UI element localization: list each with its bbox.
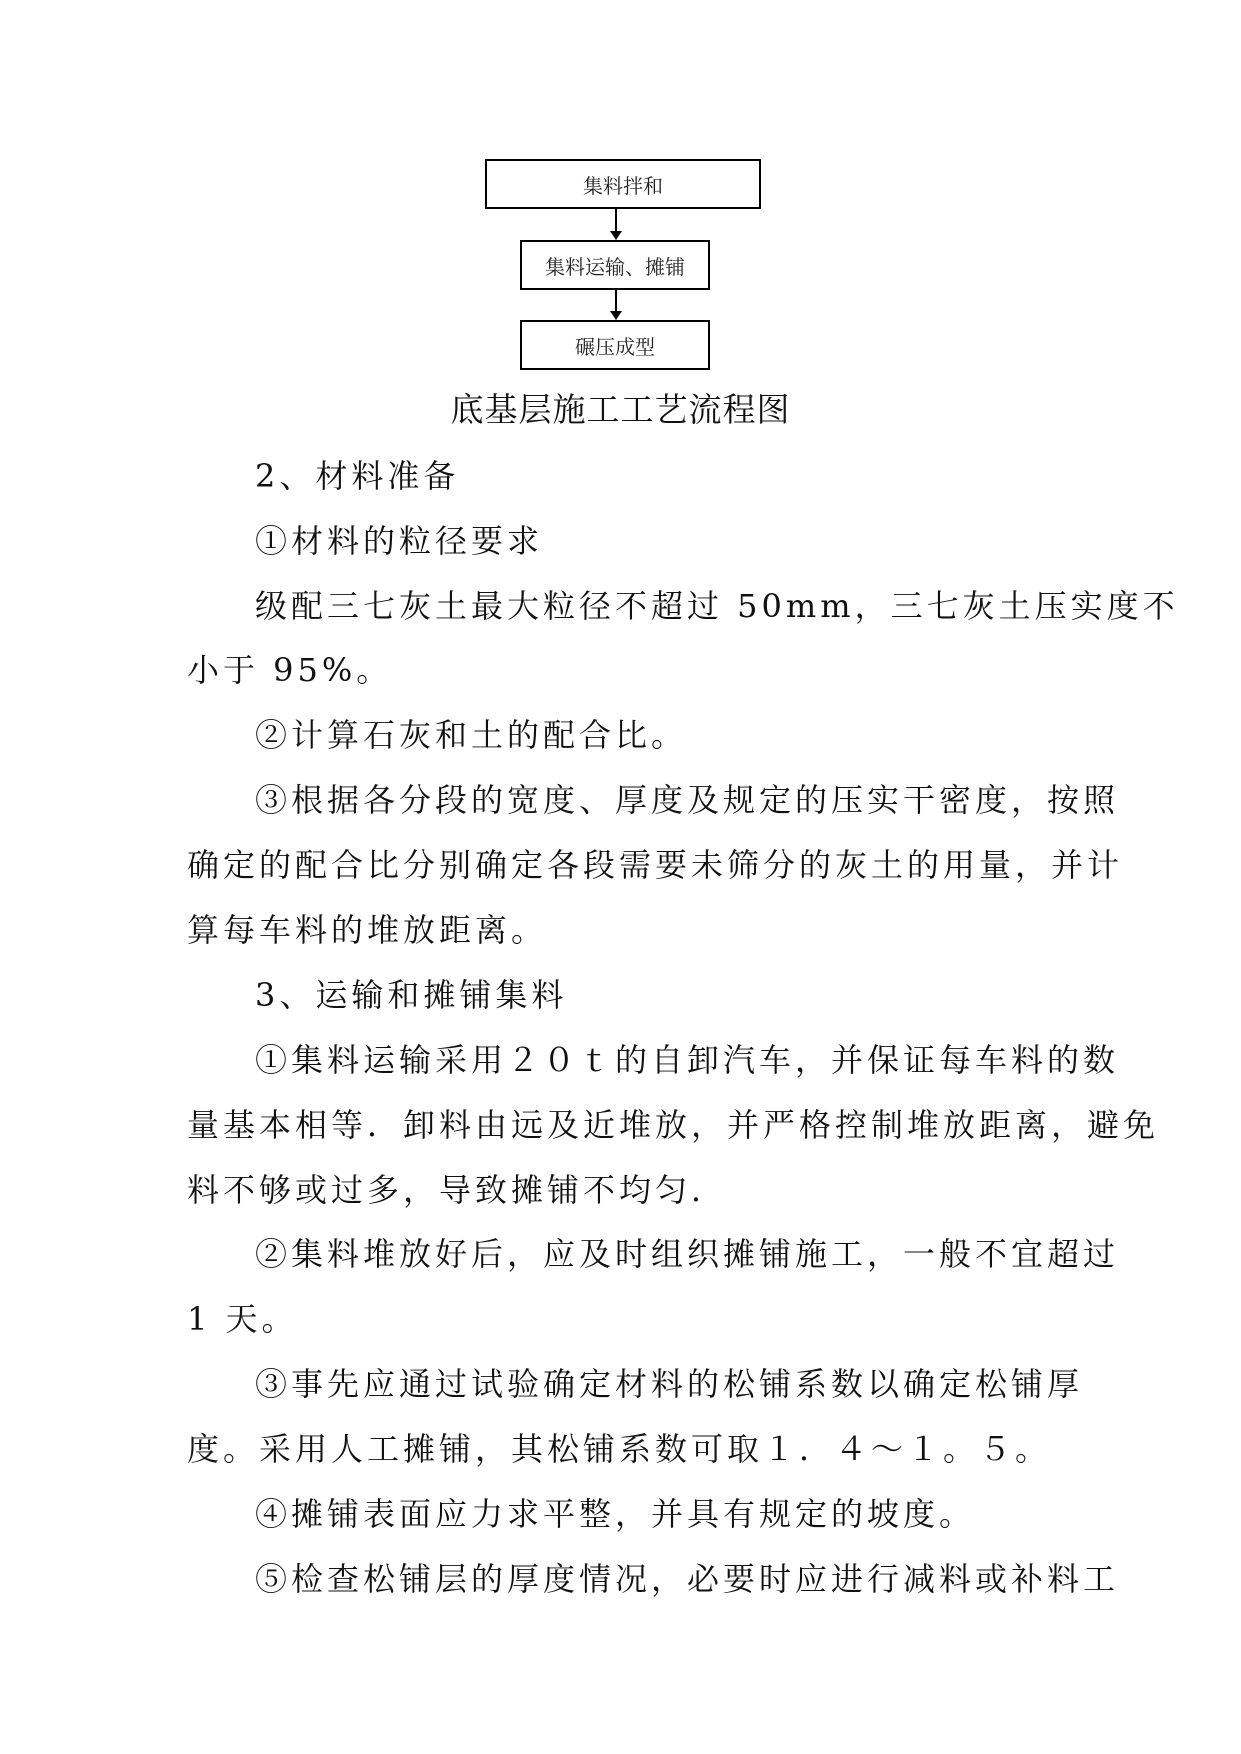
flow-step-mixing [485,159,761,209]
paragraph-line: ②计算石灰和土的配合比。 [255,716,688,754]
paragraph-line: ③事先应通过试验确定材料的松铺系数以确定松铺厚 [255,1365,1084,1403]
flow-step-label: 碾压成型 [575,334,655,359]
flow-connector [615,290,617,312]
paragraph-line: 度。采用人工摊铺，其松铺系数可取１．４～１。５。 [187,1430,1052,1468]
flow-step-label: 集料运输、摊铺 [545,254,685,279]
arrow-down-icon [610,231,622,240]
paragraph-line: 算每车料的堆放距离。 [187,911,548,949]
paragraph-line: 量基本相等．卸料由远及近堆放，并严格控制堆放距离，避免 [187,1106,1160,1144]
paragraph-line: ①集料运输采用２０ｔ的自卸汽车，并保证每车料的数 [255,1041,1120,1079]
paragraph-line: 料不够或过多，导致摊铺不均匀． [187,1171,728,1209]
arrow-down-icon [610,311,622,320]
paragraph-line: ④摊铺表面应力求平整，并具有规定的坡度。 [255,1495,976,1533]
flow-step-compaction [520,320,710,370]
section-heading: 3、运输和摊铺集料 [255,976,568,1014]
flowchart-caption: 底基层施工工艺流程图 [450,390,791,429]
flow-step-transport-paving [520,240,710,290]
section-heading: 2、材料准备 [255,457,460,495]
paragraph-line: ①材料的粒径要求 [255,522,544,560]
flow-connector [615,209,617,232]
paragraph-line: 1 天。 [187,1300,298,1338]
paragraph-line: ⑤检查松铺层的厚度情况，必要时应进行减料或补料工 [255,1560,1120,1598]
paragraph-line: 级配三七灰土最大粒径不超过 50mm，三七灰土压实度不 [255,587,1179,625]
paragraph-line: 确定的配合比分别确定各段需要未筛分的灰土的用量，并计 [187,846,1124,884]
paragraph-line: ②集料堆放好后，应及时组织摊铺施工，一般不宜超过 [255,1235,1120,1273]
flow-step-label: 集料拌和 [583,173,663,198]
paragraph-line: ③根据各分段的宽度、厚度及规定的压实干密度，按照 [255,781,1120,819]
paragraph-line: 小于 95%。 [187,651,393,689]
